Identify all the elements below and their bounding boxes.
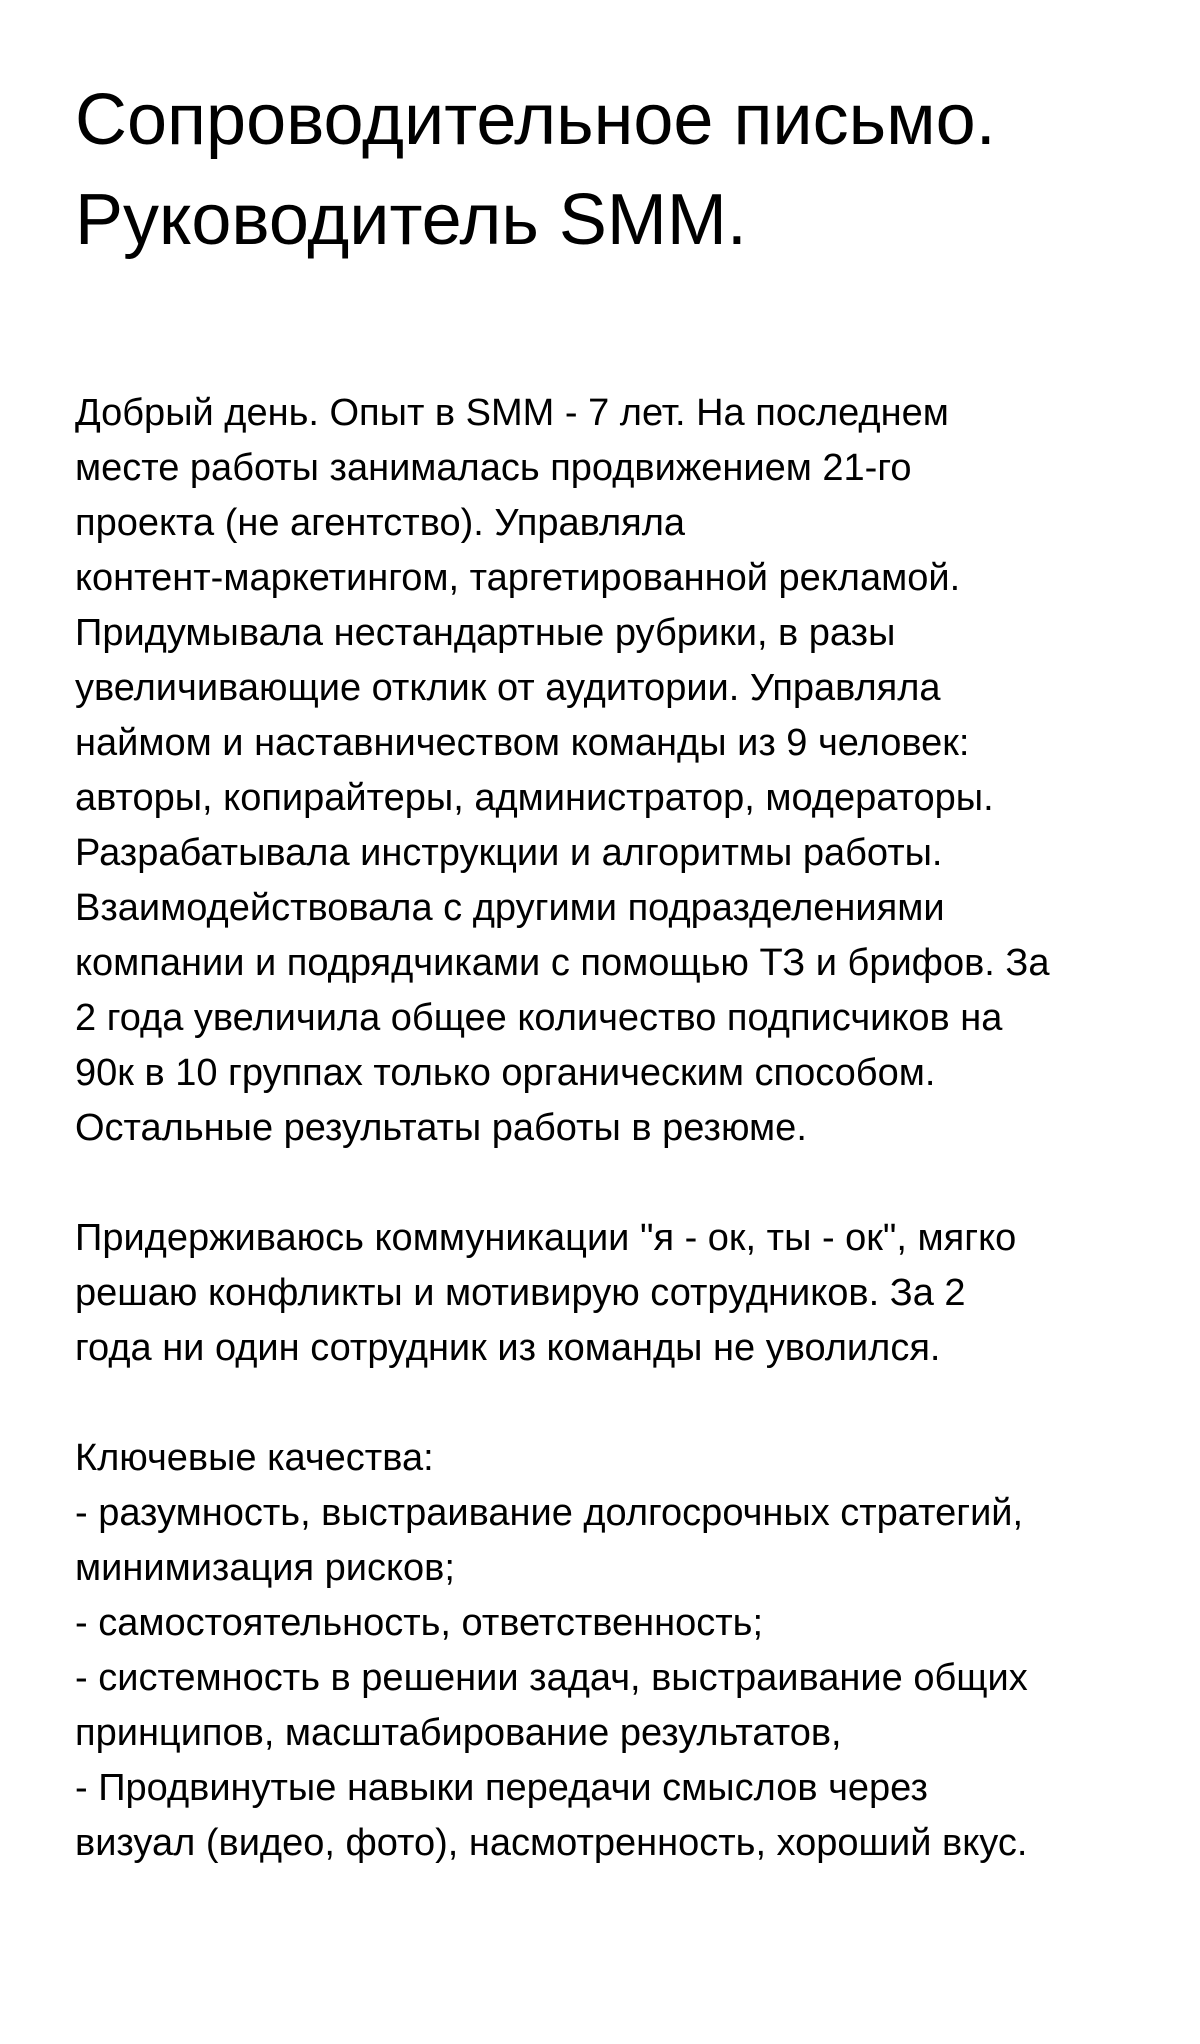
text-line: увеличивающие отклик от аудитории. Управляла	[75, 667, 941, 709]
title-line: Руководитель SMM.	[75, 180, 747, 260]
text-line: проекта (не агентство). Управляла	[75, 502, 686, 544]
text-line: наймом и наставничеством команды из 9 человек:	[75, 722, 970, 764]
text-line: Остальные результаты работы в резюме.	[75, 1107, 807, 1149]
paragraph-communication	[75, 1211, 1145, 1376]
text-line: года ни один сотрудник из команды не уволился.	[75, 1327, 941, 1369]
text-line: визуал (видео, фото), насмотренность, хороший вкус.	[75, 1822, 1028, 1864]
paragraph-key-qualities	[75, 1431, 1145, 1871]
page-title	[75, 70, 1145, 270]
text-line: 2 года увеличила общее количество подписчиков на	[75, 997, 1003, 1039]
text-line: минимизация рисков;	[75, 1547, 455, 1589]
text-line: Разрабатывала инструкции и алгоритмы работы.	[75, 832, 943, 874]
text-line: контент-маркетингом, таргетированной рекламой.	[75, 557, 961, 599]
text-line: компании и подрядчиками с помощью ТЗ и брифов. За	[75, 942, 1050, 984]
spacer	[75, 1376, 1145, 1431]
text-line: месте работы занималась продвижением 21-го	[75, 447, 912, 489]
paragraph-experience	[75, 386, 1145, 1156]
text-line: - самостоятельность, ответственность;	[75, 1602, 764, 1644]
spacer	[75, 270, 1145, 386]
text-line: решаю конфликты и мотивирую сотрудников. За 2	[75, 1272, 966, 1314]
document	[75, 70, 1145, 1871]
text-line: авторы, копирайтеры, администратор, модераторы.	[75, 777, 994, 819]
text-line: 90к в 10 группах только органическим способом.	[75, 1052, 936, 1094]
text-line: Взаимодействовала с другими подразделениями	[75, 887, 945, 929]
text-line: - разумность, выстраивание долгосрочных стратегий,	[75, 1492, 1024, 1534]
text-line: - системность в решении задач, выстраивание общих	[75, 1657, 1028, 1699]
text-line: Придерживаюсь коммуникации "я - ок, ты - ок", мягко	[75, 1217, 1017, 1259]
spacer	[75, 1156, 1145, 1211]
text-line: - Продвинутые навыки передачи смыслов через	[75, 1767, 928, 1809]
text-line: Ключевые качества:	[75, 1437, 434, 1479]
text-line: Придумывала нестандартные рубрики, в разы	[75, 612, 896, 654]
text-line: Добрый день. Опыт в SMM - 7 лет. На последнем	[75, 392, 949, 434]
text-line: принципов, масштабирование результатов,	[75, 1712, 842, 1754]
title-line: Сопроводительное письмо.	[75, 80, 996, 160]
